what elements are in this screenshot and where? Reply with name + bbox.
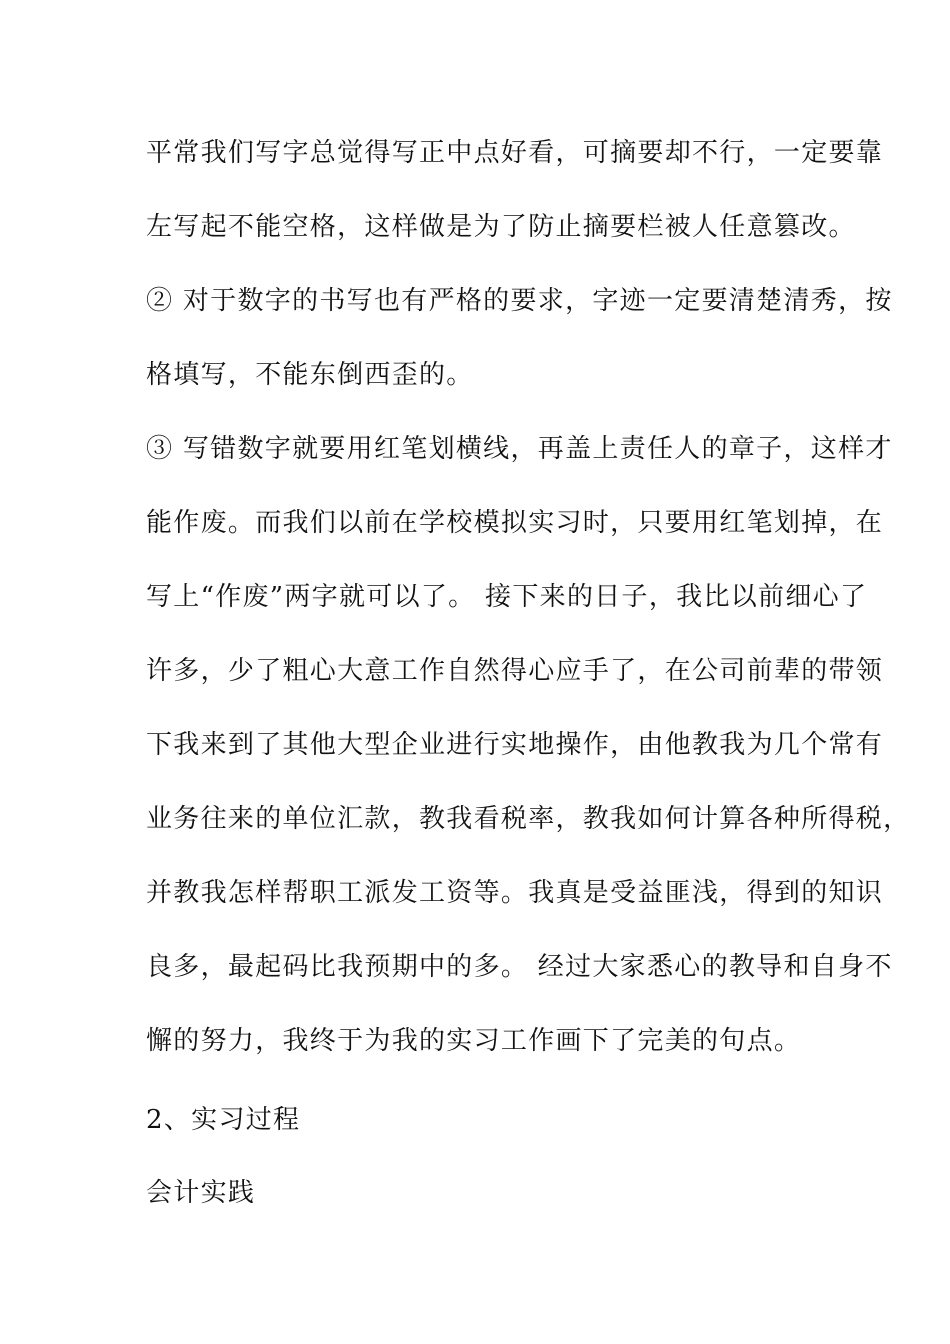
text-line: ② 对于数字的书写也有严格的要求，字迹一定要清楚清秀，按 <box>146 286 893 316</box>
subsection-heading: 会计实践 <box>146 1178 256 1208</box>
text-line: 下我来到了其他大型企业进行实地操作，由他教我为几个常有 <box>146 730 884 760</box>
text-line: 许多，少了粗心大意工作自然得心应手了，在公司前辈的带领 <box>146 656 884 686</box>
text-line: 平常我们写字总觉得写正中点好看，可摘要却不行，一定要靠 <box>146 138 884 168</box>
text-line: 写上“作废”两字就可以了。 接下来的日子，我比以前细心了 <box>146 582 868 612</box>
text-line: 业务往来的单位汇款，教我看税率，教我如何计算各种所得税， <box>146 804 911 834</box>
text-line: 并教我怎样帮职工派发工资等。我真是受益匪浅，得到的知识 <box>146 878 884 908</box>
text-line: 懈的努力，我终于为我的实习工作画下了完美的句点。 <box>146 1026 802 1056</box>
text-line: 格填写，不能东倒西歪的。 <box>146 360 474 390</box>
text-line: ③ 写错数字就要用红笔划横线，再盖上责任人的章子，这样才 <box>146 434 893 464</box>
text-line: 左写起不能空格，这样做是为了防止摘要栏被人任意篡改。 <box>146 212 856 242</box>
text-line: 能作废。而我们以前在学校模拟实习时，只要用红笔划掉，在 <box>146 508 884 538</box>
section-heading: 2、实习过程 <box>146 1105 301 1135</box>
text-line: 良多，最起码比我预期中的多。 经过大家悉心的教导和自身不 <box>146 952 893 982</box>
